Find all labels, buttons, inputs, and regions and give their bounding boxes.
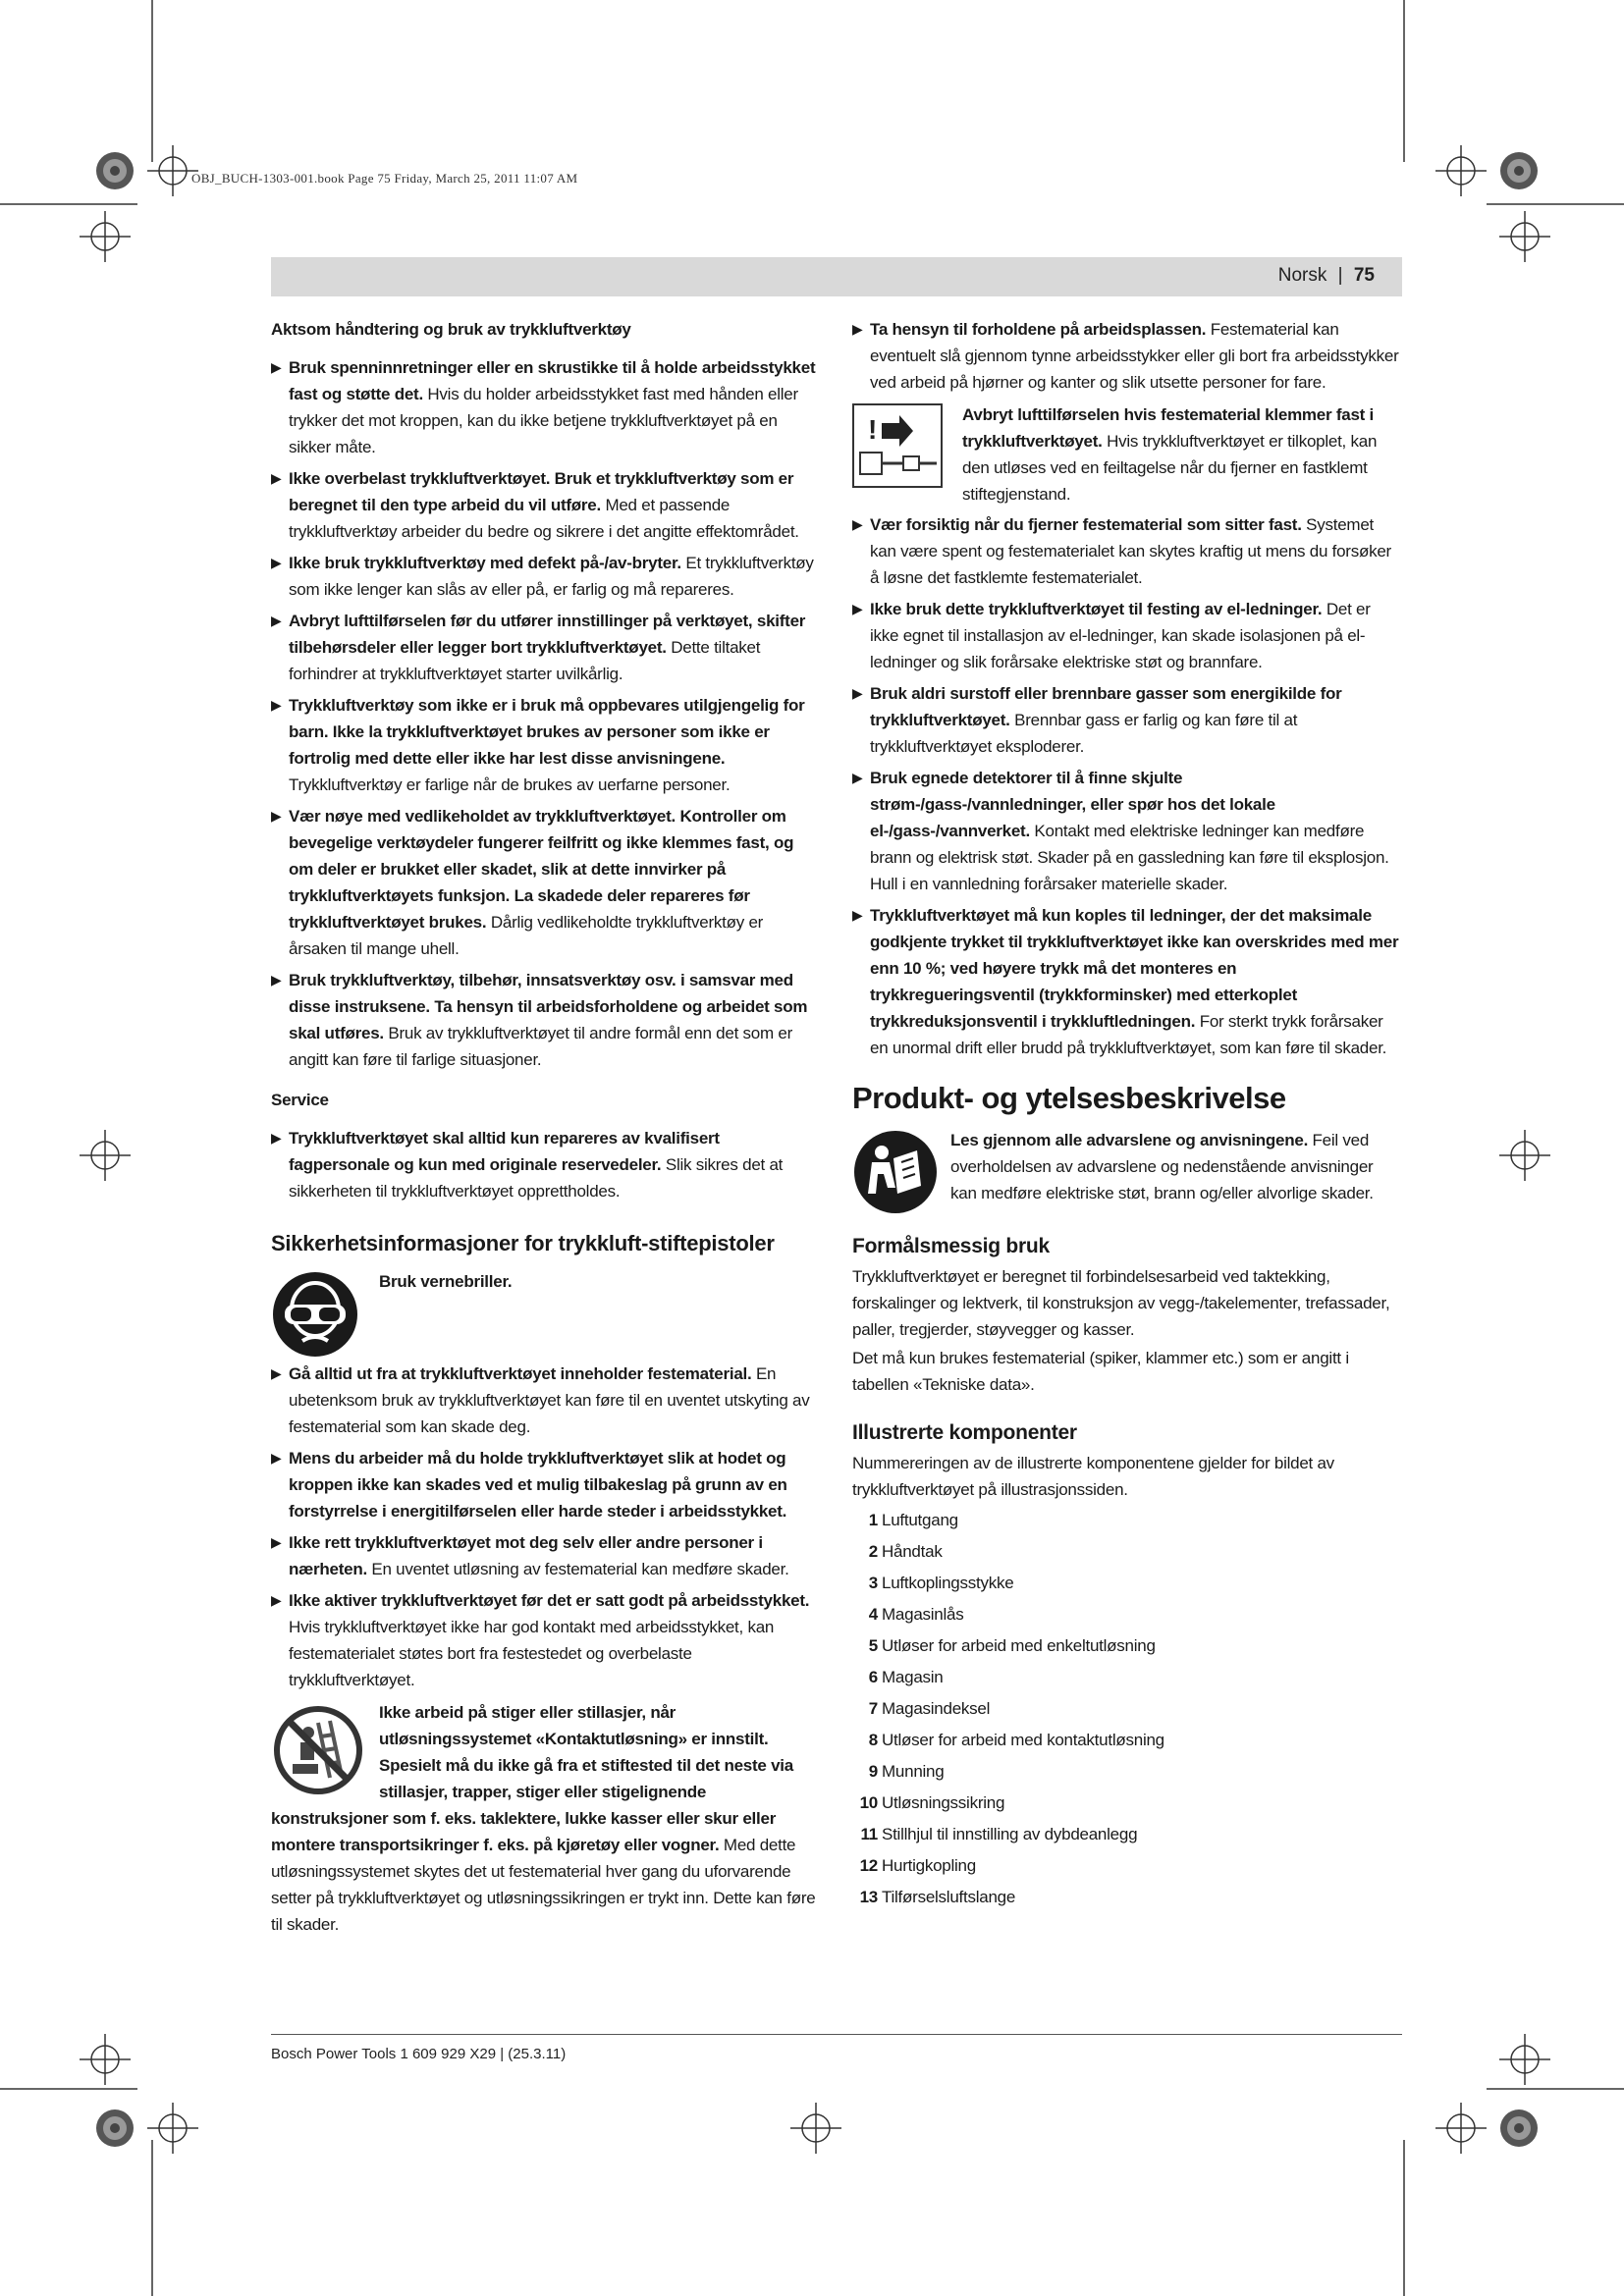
disconnect-air-text: Hvis trykkluftverktøyet er tilkoplet, kan den utløses ved en feiltagelse når du fjerner en fastklemt stiftegjenstand. xyxy=(962,432,1378,504)
bullet-triangle-icon: ▶ xyxy=(852,516,863,532)
print-slug-line: OBJ_BUCH-1303-001.book Page 75 Friday, March 25, 2011 11:07 AM xyxy=(191,171,578,186)
nailer-bullet: ▶ Gå alltid ut fra at trykkluftverktøyet inneholder festematerial. En ubetenksom bruk av trykkluftverktøyet kan føre til en uventet utskyting av festematerial som kan skade deg. xyxy=(271,1361,819,1440)
nailer-bullet: ▶ Ikke rett trykkluftverktøyet mot deg selv eller andre personer i nærheten. En uventet utløsning av festematerial kan medføre skader. xyxy=(271,1529,819,1582)
section-title-product: Produkt- og ytelsesbeskrivelse xyxy=(852,1081,1286,1115)
disconnect-air-notice xyxy=(852,401,1400,507)
svg-text:!: ! xyxy=(868,414,878,445)
safety-bullet: ▶ Bruk egnede detektorer til å finne skjulte strøm-/gass-/vannledninger, eller spør hos det lokale el-/gass-/vannverket. Kontakt med elektriske ledninger kan medføre brann og elektrisk støt. Skader på en gassledning kan føre til eksplosjon. Hull i en vannledning forårsaker materielle skader. xyxy=(852,765,1400,897)
list-item: 8 Utløser for arbeid med kontaktutløsning xyxy=(868,1731,1164,1749)
goggles-text: Bruk vernebriller. xyxy=(379,1272,513,1291)
list-item: 11 Stillhjul til innstilling av dybdeanlegg xyxy=(860,1825,1138,1843)
page-number: 75 xyxy=(1353,265,1375,286)
no-ladder-icon xyxy=(271,1703,365,1797)
components-list xyxy=(852,1507,1400,1910)
bullet-triangle-icon: ▶ xyxy=(852,770,863,785)
ladder-warning xyxy=(271,1699,819,1938)
bullet-triangle-icon: ▶ xyxy=(271,1130,282,1146)
service-bullet: ▶ Trykkluftverktøyet skal alltid kun repareres av kvalifisert fagpersonale og kun med originale reservedeler. Slik sikres det at sikkerheten til trykkluftverktøyet opprettholdes. xyxy=(271,1125,819,1204)
footer-divider xyxy=(271,2034,1402,2035)
workplace-bullet: ▶ Ta hensyn til forholdene på arbeidsplassen. Festematerial kan eventuelt slå gjennom tynne arbeidsstykker eller gli bort fra arbeidsstykker ved arbeid på hjørner og kanter og slik utsette personer for fare. xyxy=(852,316,1400,396)
section-title-service: Service xyxy=(271,1091,329,1109)
read-instructions-notice xyxy=(852,1127,1400,1215)
bullet-triangle-icon: ▶ xyxy=(852,321,863,337)
list-item: 13 Tilførselsluftslange xyxy=(859,1888,1016,1906)
header-language: Norsk xyxy=(1277,265,1327,286)
read-instructions-text: Feil ved overholdelsen av advarslene og nedenstående anvisninger kan medføre elektriske støt, brann og/eller alvorlige skader. xyxy=(950,1131,1374,1202)
ladder-warning-bold: Ikke arbeid på stiger eller stillasjer, når utløsningssystemet «Kontaktutløsning» er innstilt. Spesielt må du ikke gå fra et stiftested til det neste via stillasjer, trapper, stiger eller stigelignende konstruksjoner som f. eks. taklektere, lukke kasser eller skur eller montere transportsikringer f. eks. på kjøretøy eller vogner. xyxy=(271,1703,793,1854)
section-title-components: Illustrerte komponenter xyxy=(852,1421,1077,1444)
bullet-triangle-icon: ▶ xyxy=(852,907,863,923)
list-item: 12 Hurtigkopling xyxy=(859,1856,976,1875)
right-column xyxy=(852,316,1400,1915)
list-item: 5 Utløser for arbeid med enkeltutløsning xyxy=(868,1636,1156,1655)
list-item: 4 Magasinlås xyxy=(868,1605,964,1624)
bullet-triangle-icon: ▶ xyxy=(271,1450,282,1466)
section-title-handling: Aktsom håndtering og bruk av trykkluftverktøy xyxy=(271,320,631,339)
list-item: 9 Munning xyxy=(868,1762,945,1781)
bullet-triangle-icon: ▶ xyxy=(271,1592,282,1608)
safety-bullet: ▶ Trykkluftverktøy som ikke er i bruk må oppbevares utilgjengelig for barn. Ikke la trykkluftverktøyet brukes av personer som ikke er fortrolig med dette eller ikke har lest disse anvisningene. Trykkluftverktøy er farlige når de brukes av uerfarne personer. xyxy=(271,692,819,798)
page-footer: Bosch Power Tools 1 609 929 X29 | (25.3.11) xyxy=(271,2046,567,2062)
purpose-paragraph: Det må kun brukes festematerial (spiker, klammer etc.) som er angitt i tabellen «Tekniske data». xyxy=(852,1349,1349,1394)
header-separator: | xyxy=(1337,265,1343,286)
bullet-triangle-icon: ▶ xyxy=(271,697,282,713)
safety-bullet: ▶ Bruk aldri surstoff eller brennbare gasser som energikilde for trykkluftverktøyet. Brennbar gass er farlig og kan føre til at trykkluftverktøyet eksploderer. xyxy=(852,680,1400,760)
safety-goggles-icon xyxy=(271,1270,359,1359)
bullet-triangle-icon: ▶ xyxy=(852,685,863,701)
bullet-triangle-icon: ▶ xyxy=(271,808,282,824)
disconnect-air-bold: Avbryt lufttilførselen hvis festematerial klemmer fast i trykkluftverktøyet. xyxy=(962,405,1375,451)
bullet-triangle-icon: ▶ xyxy=(271,1534,282,1550)
goggles-notice xyxy=(271,1268,819,1357)
list-item: 3 Luftkoplingsstykke xyxy=(868,1574,1014,1592)
safety-bullet: ▶ Bruk spenninnretninger eller en skrustikke til å holde arbeidsstykket fast og støtte det. Hvis du holder arbeidsstykket fast med hånden eller trykker det mot kroppen, kan du ikke betjene trykkluftverktøyet på en sikker måte. xyxy=(271,354,819,460)
page-header xyxy=(271,257,1402,296)
list-item: 1 Luftutgang xyxy=(868,1511,958,1529)
bullet-triangle-icon: ▶ xyxy=(271,613,282,628)
list-item: 10 Utløsningssikring xyxy=(859,1793,1005,1812)
disconnect-air-icon xyxy=(852,403,943,488)
safety-bullet: ▶ Trykkluftverktøyet må kun koples til ledninger, der det maksimale godkjente trykket til trykkluftverktøyet ikke kan overskrides med mer enn 10 %; ved høyere trykk må det monteres en trykkregueringsventil (trykkforminsker) med etterkoplet trykkreduksjonsventil i trykkluftledningen. For sterkt trykk forårsaker en unormal drift eller brudd på trykkluftverktøyet, som kan føre til skader. xyxy=(852,902,1400,1061)
bullet-triangle-icon: ▶ xyxy=(271,972,282,988)
safety-bullet: ▶ Ikke overbelast trykkluftverktøyet. Bruk et trykkluftverktøy som er beregnet til den type arbeid du vil utføre. Med et passende trykkluftverktøy arbeider du bedre og sikrere i det angitte effektområdet. xyxy=(271,465,819,545)
section-title-purpose: Formålsmessig bruk xyxy=(852,1235,1050,1257)
list-item: 2 Håndtak xyxy=(868,1542,943,1561)
list-item: 6 Magasin xyxy=(868,1668,944,1686)
ladder-warning-text: Med dette utløsningssystemet skytes det ut festematerial hver gang du uforvarende setter på trykkluftverktøyet og utløsningssikringen er trykt inn. Dette kan føre til skader. xyxy=(271,1836,816,1934)
bullet-triangle-icon: ▶ xyxy=(271,1365,282,1381)
read-manual-icon xyxy=(852,1129,939,1215)
nailer-bullet: ▶ Ikke aktiver trykkluftverktøyet før det er satt godt på arbeidsstykket. Hvis trykkluftverktøyet ikke har god kontakt med arbeidsstykket, kan festematerialet støtes bort fra festestedet og overbelaste trykkluftverktøyet. xyxy=(271,1587,819,1693)
safety-bullet: ▶ Ikke bruk dette trykkluftverktøyet til festing av el-ledninger. Det er ikke egnet til installasjon av el-ledninger, kan skade isolasjonen på el-ledninger og slik forårsake elektriske støt og brannfare. xyxy=(852,596,1400,675)
safety-bullet: ▶ Avbryt lufttilførselen før du utfører innstillinger på verktøyet, skifter tilbehørsdeler eller legger bort trykkluftverktøyet. Dette tiltaket forhindrer at trykkluftverktøyet starter uvilkårlig. xyxy=(271,608,819,687)
list-item: 7 Magasindeksel xyxy=(868,1699,991,1718)
safety-bullet: ▶ Vær nøye med vedlikeholdet av trykkluftverktøyet. Kontroller om bevegelige verktøydeler fungerer feilfritt og ikke klemmes fast, og om deler er brukket eller skadet, slik at dette innvirker på trykkluftverktøyets funksjon. La skadede deler repareres før trykkluftverktøyet brukes. Dårlig vedlikeholdte trykkluftverktøy er årsaken til mange uhell. xyxy=(271,803,819,962)
safety-bullet: ▶ Bruk trykkluftverktøy, tilbehør, innsatsverktøy osv. i samsvar med disse instruksene. Ta hensyn til arbeidsforholdene og arbeidet som skal utføres. Bruk av trykkluftverktøyet til andre formål enn det som er angitt kan føre til farlige situasjoner. xyxy=(271,967,819,1073)
bullet-triangle-icon: ▶ xyxy=(271,555,282,570)
purpose-paragraph: Trykkluftverktøyet er beregnet til forbindelsesarbeid ved taktekking, forskalinger og lektverk, til konstruksjon av vegg-/takelementer, trefassader, paller, tregjerder, støyvegger og kasser. xyxy=(852,1267,1390,1339)
left-column xyxy=(271,316,819,1938)
bullet-triangle-icon: ▶ xyxy=(271,470,282,486)
header-text xyxy=(1278,265,1375,287)
safety-bullet: ▶ Vær forsiktig når du fjerner festematerial som sitter fast. Systemet kan være spent og festematerialet kan skytes kraftig ut mens du forsøker å løsne det fastklemte festematerialet. xyxy=(852,511,1400,591)
read-instructions-bold: Les gjennom alle advarslene og anvisningene. xyxy=(950,1131,1309,1149)
section-title-nailer-safety: Sikkerhetsinformasjoner for trykkluft-stiftepistoler xyxy=(271,1231,775,1255)
components-intro: Nummereringen av de illustrerte komponentene gjelder for bildet av trykkluftverktøyet på illustrasjonssiden. xyxy=(852,1454,1334,1499)
bullet-triangle-icon: ▶ xyxy=(852,601,863,616)
bullet-triangle-icon: ▶ xyxy=(271,359,282,375)
nailer-bullet: ▶ Mens du arbeider må du holde trykkluftverktøyet slik at hodet og kroppen ikke kan skades ved et mulig tilbakeslag på grunn av en forstyrrelse i energitilførselen eller harde steder i arbeidsstykket. xyxy=(271,1445,819,1524)
safety-bullet: ▶ Ikke bruk trykkluftverktøy med defekt på-/av-bryter. Et trykkluftverktøy som ikke lenger kan slås av eller på, er farlig og må repareres. xyxy=(271,550,819,603)
